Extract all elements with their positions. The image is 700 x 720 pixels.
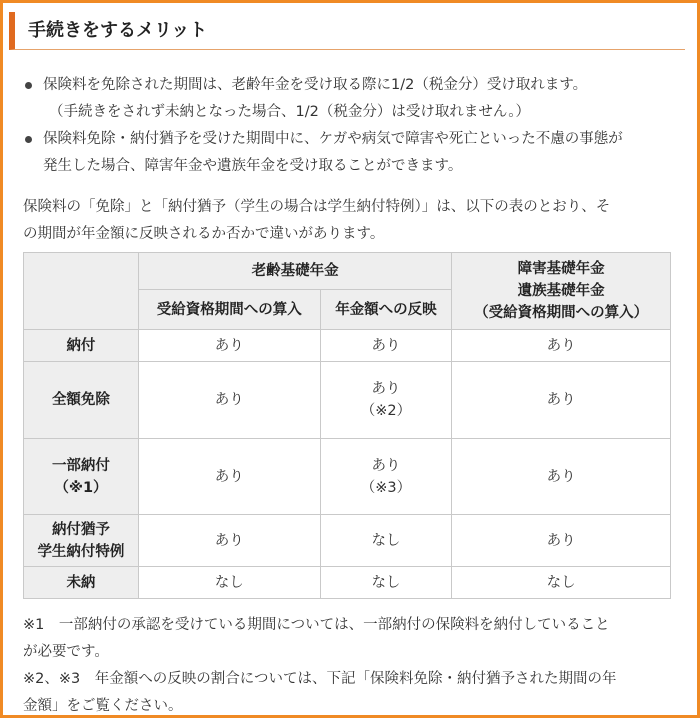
footnote-line: 金額」をご覧ください。 [23, 698, 183, 714]
table-row [24, 439, 671, 515]
table-cell: あり [138, 330, 320, 362]
intro-paragraph [23, 194, 688, 248]
old-age-pension-header: 老齢基礎年金 [138, 253, 451, 290]
table-cell: なし [320, 567, 452, 599]
header-line: 遺族基礎年金 [517, 283, 605, 299]
row-header-cell: 納付 [24, 330, 139, 362]
table-cell: あり [452, 439, 671, 515]
cell-line: あり [371, 457, 401, 474]
row-header-cell: 未納 [24, 567, 139, 599]
bullet-text-line: 保険料免除・納付猶予を受けた期間中に、ケガや病気で障害や死亡といった不慮の事態が [43, 131, 623, 147]
section-heading: 手続きをするメリット [9, 12, 685, 50]
intro-line: の期間が年金額に反映されるか否かで違いがあります。 [23, 226, 385, 242]
column-header-period: 受給資格期間への算入 [138, 290, 320, 330]
table-cell: あり [138, 362, 320, 439]
table-cell [320, 439, 452, 515]
footnotes [23, 612, 688, 720]
table-cell: あり [138, 515, 320, 567]
list-item [23, 126, 688, 180]
table-cell [320, 362, 452, 439]
comparison-table [23, 252, 671, 599]
table-cell: あり [452, 515, 671, 567]
bullet-icon [25, 82, 32, 89]
table-row [24, 515, 671, 567]
cell-line: （※1） [54, 479, 108, 496]
bullet-icon [25, 136, 32, 143]
header-line: （受給資格期間への算入） [474, 305, 649, 321]
cell-line: （※3） [360, 479, 412, 496]
bullet-text-line: 発生した場合、障害年金や遺族年金を受け取ることができます。 [43, 158, 463, 174]
cell-line: （※2） [360, 403, 412, 419]
intro-line: 保険料の「免除」と「納付猶予（学生の場合は学生納付特例）」は、以下の表のとおり、そ [23, 199, 611, 215]
table-cell: あり [138, 439, 320, 515]
footnote-line: ※2、※3 年金額への反映の割合については、下記「保険料免除・納付猶予された期間の年 [23, 671, 617, 687]
table-cell: なし [320, 515, 452, 567]
bullet-text-line: 保険料を免除された期間は、老齢年金を受け取る際に1/2（税金分）受け取れます。 [43, 77, 588, 93]
table-header-row [24, 253, 671, 290]
corner-header-cell [24, 253, 139, 330]
cell-line: 学生納付特例 [37, 543, 125, 560]
row-header-cell [24, 515, 139, 567]
table-row [24, 362, 671, 439]
row-header-cell [24, 439, 139, 515]
cell-line: 一部納付 [51, 457, 110, 474]
footnote-line: が必要です。 [23, 644, 109, 660]
table-row [24, 330, 671, 362]
list-item [23, 72, 688, 126]
header-line: 障害基礎年金 [517, 261, 605, 277]
column-header-amount: 年金額への反映 [320, 290, 452, 330]
row-header-cell: 全額免除 [24, 362, 139, 439]
table-cell: あり [452, 330, 671, 362]
table-cell: なし [452, 567, 671, 599]
table-cell: なし [138, 567, 320, 599]
cell-line: あり [371, 381, 401, 397]
benefit-list [23, 72, 688, 180]
disability-survivor-header [452, 253, 671, 330]
table-cell: あり [452, 362, 671, 439]
footnote-line: ※1 一部納付の承認を受けている期間については、一部納付の保険料を納付していること [23, 617, 610, 633]
cell-line: 納付猶予 [51, 521, 110, 538]
bullet-text-line: （手続きをされず未納となった場合、1/2（税金分）は受け取れません。） [49, 104, 530, 120]
table-cell: あり [320, 330, 452, 362]
table-row [24, 567, 671, 599]
